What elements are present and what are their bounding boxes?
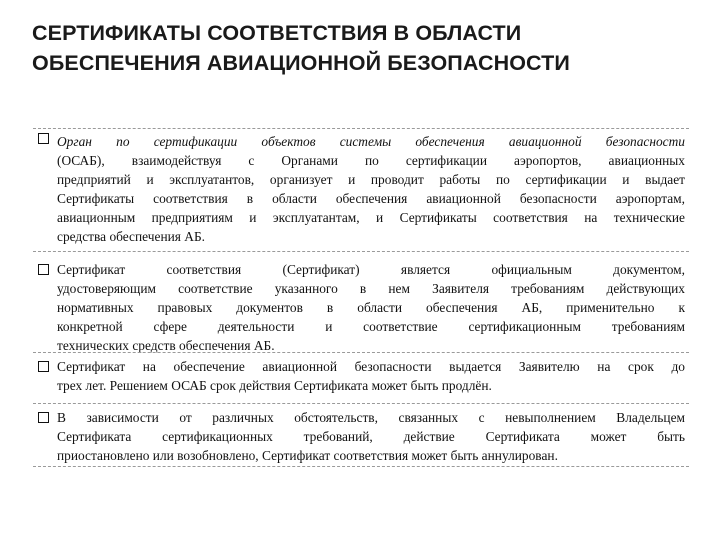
text-line: предприятий и эксплуатантов, организует и проводит работы по сертификации и выдает: [57, 172, 685, 187]
text-line: Орган по сертификации объектов системы обеспечения авиационной безопасности: [57, 134, 685, 149]
text-line: В зависимости от различных обстоятельств, связанных с невыполнением Владельцем: [57, 410, 685, 425]
list-item-certificate-suspension: [33, 404, 689, 467]
list-item-osab: [33, 128, 689, 252]
bullet-list: [33, 128, 689, 467]
text-line: Сертификаты соответствия в области обеспечения авиационной безопасности аэропортам,: [57, 191, 685, 206]
text-line: средства обеспечения АБ.: [57, 229, 206, 244]
text-line: авиационным предприятиям и эксплуатантам, и Сертификаты соответствия на технические: [57, 210, 685, 225]
list-item-text: [33, 404, 689, 465]
text-line: удостоверяющим соответствие указанного в нем Заявителя требованиям действующих: [57, 281, 685, 296]
text-line: приостановлено или возобновлено, Сертификат соответствия может быть аннулирован.: [57, 448, 558, 463]
checkbox-icon: [38, 361, 49, 372]
checkbox-icon: [38, 264, 49, 275]
checkbox-icon: [38, 133, 49, 144]
text-line: нормативных правовых документов в области обеспечения АБ, применительно к: [57, 300, 685, 315]
list-item-text: [33, 252, 689, 355]
text-line: трех лет. Решением ОСАБ срок действия Сертификата может быть продлён.: [57, 378, 492, 393]
text-line: (ОСАБ), взаимодействуя с Органами по сертификации аэропортов, авиационных: [57, 153, 685, 168]
text-line: Сертификат соответствия (Сертификат) является официальным документом,: [57, 262, 685, 277]
page-title: [32, 18, 692, 78]
checkbox-icon: [38, 412, 49, 423]
list-item-certificate-definition: [33, 252, 689, 352]
page-title-line-2: ОБЕСПЕЧЕНИЯ АВИАЦИОННОЙ БЕЗОПАСНОСТИ: [32, 51, 570, 75]
text-line: конкретной сфере деятельности и соответствие сертификационным требованиям: [57, 319, 685, 334]
list-item-text: [33, 129, 689, 246]
list-item-certificate-term: [33, 352, 689, 404]
text-line: Сертификата сертификационных требований, действие Сертификата может быть: [57, 429, 685, 444]
text-line: Сертификат на обеспечение авиационной безопасности выдается Заявителю на срок до: [57, 359, 685, 374]
page-title-line-1: СЕРТИФИКАТЫ СООТВЕТСТВИЯ В ОБЛАСТИ: [32, 21, 522, 45]
text-line: технических средств обеспечения АБ.: [57, 338, 275, 353]
list-item-text: [33, 353, 689, 395]
